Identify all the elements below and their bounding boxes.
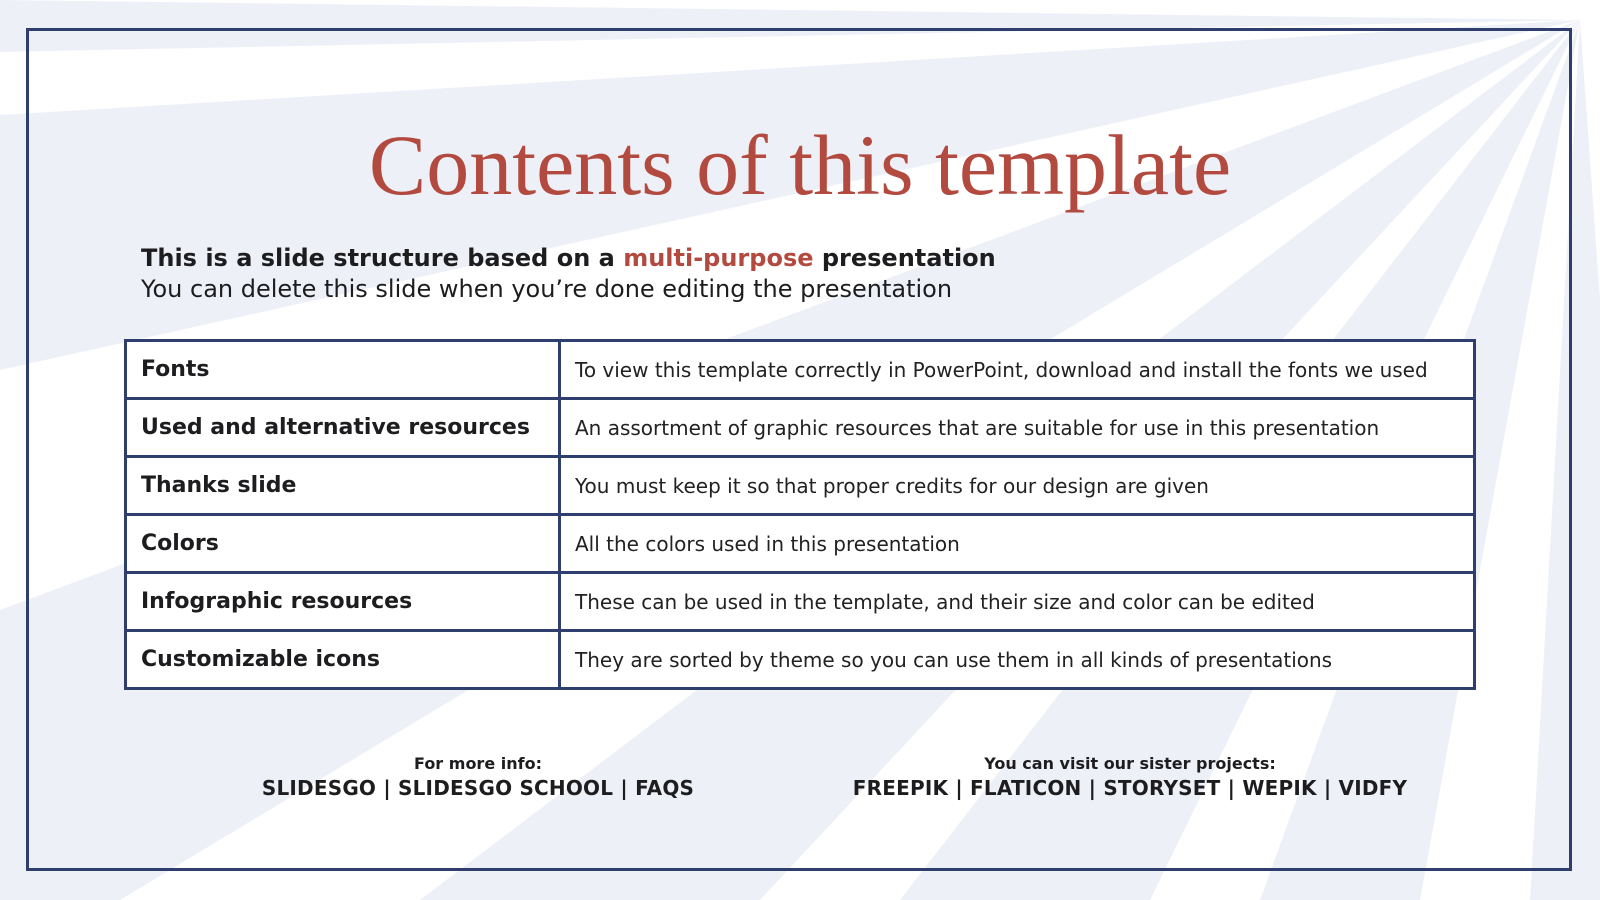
link-slidesgo-school[interactable]: SLIDESGO SCHOOL	[398, 776, 614, 800]
link-separator: |	[1227, 776, 1236, 800]
intro-line-2: You can delete this slide when you’re done editing the presentation	[141, 275, 953, 303]
link-wepik[interactable]: WEPIK	[1242, 776, 1317, 800]
row-description: To view this template correctly in PowerPoint, download and install the fonts we used	[560, 341, 1475, 399]
row-label: Fonts	[126, 341, 560, 399]
link-separator: |	[955, 776, 963, 800]
row-description: All the colors used in this presentation	[560, 515, 1475, 573]
intro-line-1	[141, 243, 996, 274]
intro-line-1-prefix: This is a slide structure based on a	[141, 244, 624, 272]
footer-sister-projects	[830, 754, 1430, 802]
link-separator: |	[1088, 776, 1097, 800]
link-storyset[interactable]: STORYSET	[1103, 776, 1221, 800]
contents-table	[124, 339, 1476, 690]
footer-more-info-links	[208, 774, 748, 802]
link-faqs[interactable]: FAQS	[635, 776, 695, 800]
footer-sister-projects-heading: You can visit our sister projects:	[984, 754, 1276, 773]
page-title: Contents of this template	[368, 117, 1232, 213]
row-label: Customizable icons	[126, 631, 560, 689]
link-separator: |	[1323, 776, 1332, 800]
footer-sister-projects-links	[830, 774, 1430, 802]
link-slidesgo[interactable]: SLIDESGO	[261, 776, 377, 800]
row-label: Infographic resources	[126, 573, 560, 631]
table-row	[126, 573, 1475, 631]
table-row	[126, 457, 1475, 515]
row-description: You must keep it so that proper credits for our design are given	[560, 457, 1475, 515]
row-label: Thanks slide	[126, 457, 560, 515]
link-separator: |	[620, 776, 628, 800]
table-row	[126, 631, 1475, 689]
table-row	[126, 341, 1475, 399]
link-freepik[interactable]: FREEPIK	[852, 776, 949, 800]
row-label: Colors	[126, 515, 560, 573]
row-description: They are sorted by theme so you can use them in all kinds of presentations	[560, 631, 1475, 689]
link-vidfy[interactable]: VIDFY	[1338, 776, 1408, 800]
link-separator: |	[383, 776, 391, 800]
link-flaticon[interactable]: FLATICON	[970, 776, 1082, 800]
table-row	[126, 515, 1475, 573]
intro-highlight: multi-purpose	[623, 244, 814, 272]
row-label: Used and alternative resources	[126, 399, 560, 457]
intro-line-1-suffix: presentation	[813, 244, 996, 272]
footer-more-info	[208, 754, 748, 802]
row-description: An assortment of graphic resources that are suitable for use in this presentation	[560, 399, 1475, 457]
intro-text	[141, 243, 996, 305]
table-row	[126, 399, 1475, 457]
row-description: These can be used in the template, and their size and color can be edited	[560, 573, 1475, 631]
footer-more-info-heading: For more info:	[414, 754, 542, 773]
